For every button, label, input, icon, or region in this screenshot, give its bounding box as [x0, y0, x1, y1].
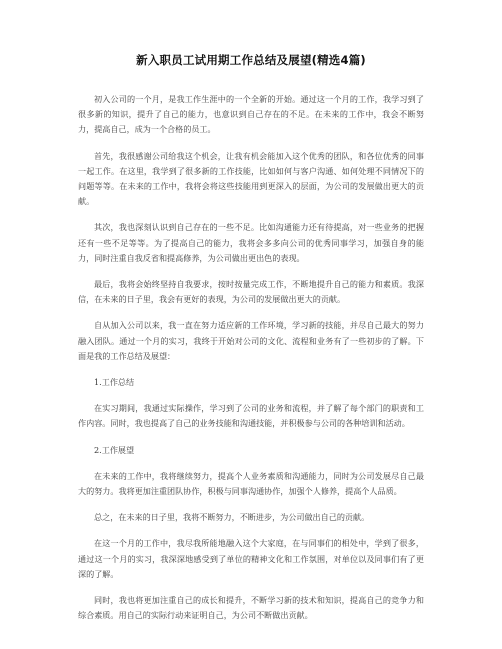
- paragraph: 最后，我将会始终坚持自我要求，按时按量完成工作，不断地提升自己的能力和素质。我深信，在未来的日子里，我会有更好的表现，为公司的发展做出更大的贡献。: [78, 279, 424, 305]
- paragraph: 在实习期间，我通过实际操作，学习到了公司的业务和流程，并了解了每个部门的职责和工作内容。同时，我也提高了自己的业务技能和沟通技能，并积极参与公司的各种培训和活动。: [78, 403, 424, 429]
- paragraph: 自从加入公司以来，我一直在努力适应新的工作环境，学习新的技能，并尽自己最大的努力融入团队。通过一个月的实习，我终于开始对公司的文化、流程和业务有了一些初步的了解。下面是我的工作总结及展望：: [78, 320, 424, 361]
- paragraph: 在未来的工作中，我将继续努力，提高个人业务素质和沟通能力，同时为公司发展尽自己最大的努力。我将更加注重团队协作，积极与同事沟通协作，加强个人修养，提高个人品质。: [78, 470, 424, 497]
- document-body: [78, 92, 424, 634]
- section-heading-summary: 1.工作总结: [94, 377, 135, 388]
- paragraph: 总之，在未来的日子里，我将不断努力，不断进步，为公司做出自己的贡献。: [94, 512, 370, 523]
- paragraph: 初入公司的一个月，是我工作生涯中的一个全新的开始。通过这一个月的工作，我学习到了很多新的知识，提升了自己的能力，也意识到自己存在的不足。在未来的工作中，我会不断努力，提高自己，成为一个合格的员工。: [78, 94, 424, 135]
- paragraph: 首先，我很感谢公司给我这个机会，让我有机会能加入这个优秀的团队，和各位优秀的同事一起工作。在这里，我学到了很多新的工作技能，比如如何与客户沟通、如何处理不同情况下的问题等等。在未来的工作中，我将会将这些技能用到更深入的层面，为公司的发展做出更大的贡献。: [78, 150, 424, 207]
- paragraph: 在这一个月的工作中，我尽我所能地融入这个大家庭，在与同事们的相处中，学到了很多，通过这一个月的实习，我深深地感受到了单位的精神文化和工作氛围，对单位以及同事们有了更深的了解。: [78, 538, 424, 579]
- section-heading-outlook: 2.工作展望: [94, 444, 135, 455]
- paragraph: 其次，我也深刻认识到自己存在的一些不足。比如沟通能力还有待提高，对一些业务的把握还有一些不足等等。为了提高自己的能力，我将会多多向公司的优秀同事学习，加强自身的能力，同时注重自我反省和提高修养，为公司做出更出色的表现。: [78, 222, 424, 263]
- page-title: 新入职员工试用期工作总结及展望(精选4篇): [136, 53, 366, 67]
- paragraph: 同时，我也将更加注重自己的成长和提升，不断学习新的技术和知识，提高自己的竞争力和综合素质。用自己的实际行动来证明自己，为公司不断做出贡献。: [78, 595, 424, 621]
